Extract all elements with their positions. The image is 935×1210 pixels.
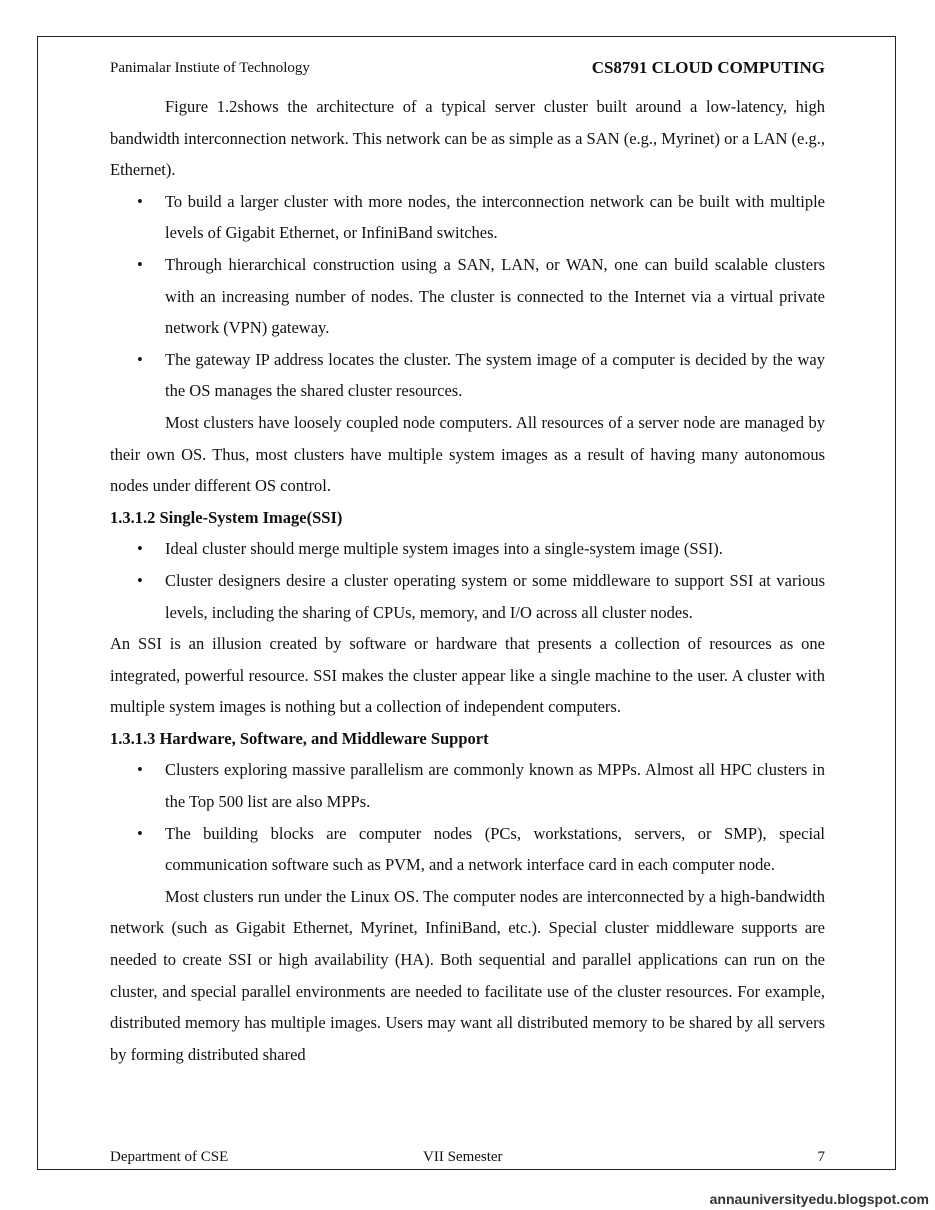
list-item — [110, 249, 825, 344]
list-item — [110, 818, 825, 881]
footer-semester: VII Semester — [423, 1149, 503, 1165]
list-item — [110, 186, 825, 249]
bullet-icon: • — [137, 570, 143, 590]
list-item-text: Through hierarchical construction using a SAN, LAN, or WAN, one can build scalable clusters with an increasing number of nodes. The cluster is connected to the Internet via a virtual private network (VPN) gateway. — [165, 254, 825, 338]
list-item — [110, 533, 825, 565]
loosely-coupled-paragraph: Most clusters have loosely coupled node computers. All resources of a server node are managed by their own OS. Thus, most clusters have multiple system images as a result of having many autonomous nodes under different OS control. — [110, 412, 825, 496]
bullet-icon: • — [137, 760, 143, 780]
page-footer — [110, 1149, 825, 1169]
ssi-bullet-list — [110, 533, 825, 628]
bullet-icon: • — [137, 191, 143, 211]
page-number: 7 — [817, 1149, 825, 1165]
section-heading-ssi: 1.3.1.2 Single-System Image(SSI) — [110, 507, 343, 527]
page-header — [110, 58, 825, 80]
linux-clusters-paragraph: Most clusters run under the Linux OS. The computer nodes are interconnected by a high-bandwidth network (such as Gigabit Ethernet, Myrinet, InfiniBand, etc.). Special cluster middleware supports are needed to create SSI or high availability (HA). Both sequential and parallel applications can run on the cluster, and special parallel environments are needed to facilitate use of the cluster resources. For example, distributed memory has multiple images. Users may want all distributed memory to be shared by all servers by forming distributed shared — [110, 886, 825, 1064]
list-item — [110, 344, 825, 407]
list-item-text: To build a larger cluster with more nodes, the interconnection network can be built with multiple levels of Gigabit Ethernet, or InfiniBand switches. — [165, 191, 825, 243]
source-watermark: annauniversityedu.blogspot.com — [709, 1191, 929, 1207]
list-item-text: Ideal cluster should merge multiple system images into a single-system image (SSI). — [165, 539, 723, 559]
list-item — [110, 565, 825, 628]
document-body — [110, 91, 825, 1070]
header-course-title: CS8791 CLOUD COMPUTING — [591, 58, 825, 77]
list-item-text: Clusters exploring massive parallelism are commonly known as MPPs. Almost all HPC clusters in the Top 500 list are also MPPs. — [165, 760, 825, 812]
bullet-icon: • — [137, 823, 143, 843]
list-item-text: Cluster designers desire a cluster operating system or some middleware to support SSI at various levels, including the sharing of CPUs, memory, and I/O across all cluster nodes. — [165, 570, 825, 622]
ssi-paragraph: An SSI is an illusion created by software or hardware that presents a collection of resources as one integrated, powerful resource. SSI makes the cluster appear like a single machine to the user. A cluster with multiple system images is nothing but a collection of independent computers. — [110, 634, 825, 717]
cluster-bullet-list — [110, 186, 825, 407]
list-item-text: The gateway IP address locates the cluster. The system image of a computer is decided by the way the OS manages the shared cluster resources. — [165, 349, 825, 401]
bullet-icon: • — [137, 539, 143, 559]
list-item — [110, 754, 825, 817]
footer-department: Department of CSE — [110, 1149, 229, 1165]
list-item-text: The building blocks are computer nodes (PCs, workstations, servers, or SMP), special communication software such as PVM, and a network interface card in each computer node. — [165, 823, 825, 875]
section-heading-hardware: 1.3.1.3 Hardware, Software, and Middleware Support — [110, 728, 489, 748]
bullet-icon: • — [137, 349, 143, 369]
hardware-bullet-list — [110, 754, 825, 880]
intro-paragraph: Figure 1.2shows the architecture of a typical server cluster built around a low-latency, high bandwidth interconnection network. This network can be as simple as a SAN (e.g., Myrinet) or a LAN (e.g., Ethernet). — [110, 97, 825, 180]
header-institution: Panimalar Instiute of Technology — [110, 60, 310, 76]
bullet-icon: • — [137, 254, 143, 274]
